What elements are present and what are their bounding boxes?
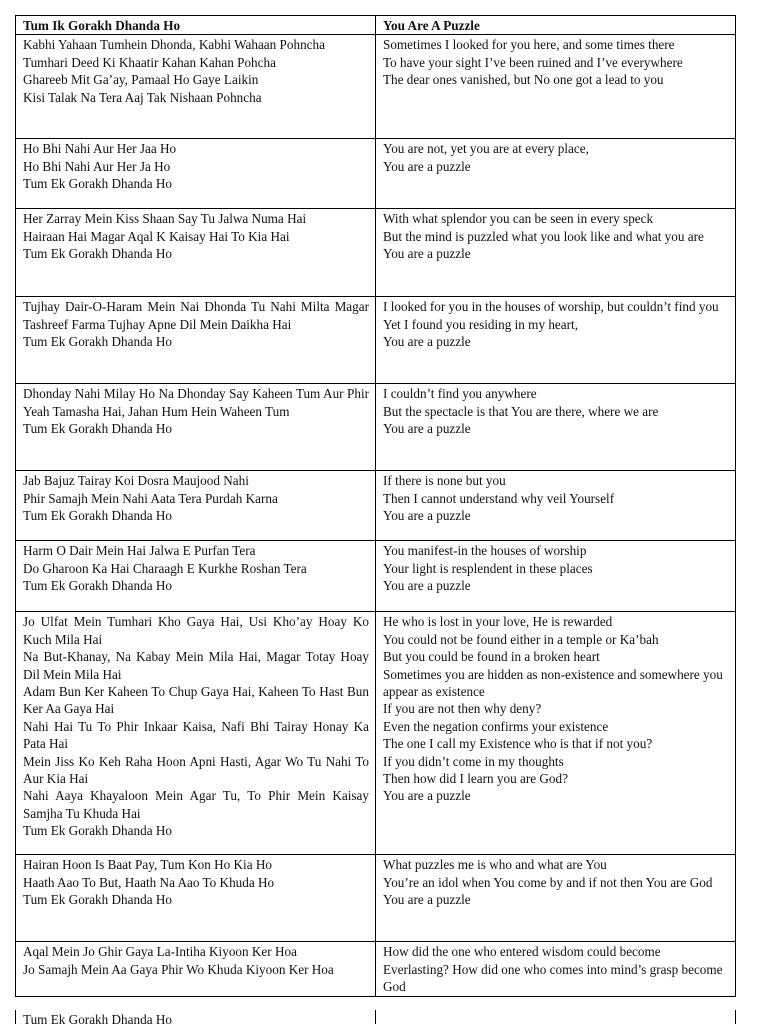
english-translation: Sometimes I looked for you here, and some times there To have your sight I’ve been ruined and I’ve everywhere The dear ones vanished, but No one got a lead to you xyxy=(376,35,736,139)
english-translation: You manifest-in the houses of worship Your light is resplendent in these places You are a puzzle xyxy=(376,541,736,612)
urdu-verse: Ho Bhi Nahi Aur Her Jaa Ho Ho Bhi Nahi Aur Her Ja Ho Tum Ek Gorakh Dhanda Ho xyxy=(16,139,376,209)
urdu-verse: Kabhi Yahaan Tumhein Dhonda, Kabhi Wahaan Pohncha Tumhari Deed Ki Khaatir Kahan Kahan Pohcha Ghareeb Mit Ga’ay, Pamaal Ho Gaye Laikin Kisi Talak Na Tera Aaj Tak Nishaan Pohncha xyxy=(16,35,376,139)
next-page-table-fragment xyxy=(15,1008,736,1027)
english-translation: If there is none but you Then I cannot understand why veil Yourself You are a puzzle xyxy=(376,471,736,541)
urdu-verse: Tujhay Dair-O-Haram Mein Nai Dhonda Tu Nahi Milta Magar Tashreef Farma Tujhay Apne Dil Mein Daikha Hai Tum Ek Gorakh Dhanda Ho xyxy=(16,297,376,384)
urdu-verse: Hairan Hoon Is Baat Pay, Tum Kon Ho Kia Ho Haath Aao To But, Haath Na Aao To Khuda Ho Tum Ek Gorakh Dhanda Ho xyxy=(16,855,376,942)
urdu-verse: Jo Ulfat Mein Tumhari Kho Gaya Hai, Usi Kho’ay Hoay Ko Kuch Mila Hai Na But-Khanay, Na Kabay Mein Mila Hai, Magar Totay Hoay Dil Mein Mila Hai Adam Bun Ker Kaheen To Chup Gaya Hai, Kaheen To Hast Bun Ker Aa Gaya Hai Nahi Hai Tu To Phir Inkaar Kaisa, Nafi Bhi Tairay Honay Ka Pata Hai Mein Jiss Ko Keh Raha Hoon Apni Hasti, Agar Wo Tu Nahi To Aur Kia Hai Nahi Aaya Khayaloon Mein Agar Tu, To Phir Mein Kaisay Samjha Tu Khuda Hai Tum Ek Gorakh Dhanda Ho xyxy=(16,612,376,855)
cell-border-middle xyxy=(375,1010,376,1024)
table-row xyxy=(16,297,736,384)
lyrics-table xyxy=(15,15,736,997)
english-translation: You are not, yet you are at every place, You are a puzzle xyxy=(376,139,736,209)
urdu-verse: Tum Ek Gorakh Dhanda Ho xyxy=(23,1012,172,1027)
table-header-row xyxy=(16,16,736,35)
urdu-verse: Her Zarray Mein Kiss Shaan Say Tu Jalwa Numa Hai Hairaan Hai Magar Aqal K Kaisay Hai To Kia Hai Tum Ek Gorakh Dhanda Ho xyxy=(16,209,376,297)
table-row xyxy=(16,35,736,139)
english-translation: How did the one who entered wisdom could become Everlasting? How did one who comes into mind’s grasp become God xyxy=(376,942,736,996)
table-row xyxy=(16,139,736,209)
english-translation: I couldn’t find you anywhere But the spectacle is that You are there, where we are You are a puzzle xyxy=(376,384,736,471)
table-row xyxy=(16,942,736,996)
english-translation: I looked for you in the houses of worship, but couldn’t find you Yet I found you residing in my heart, You are a puzzle xyxy=(376,297,736,384)
urdu-verse: Aqal Mein Jo Ghir Gaya La-Intiha Kiyoon Ker Hoa Jo Samajh Mein Aa Gaya Phir Wo Khuda Kiyoon Ker Hoa xyxy=(16,942,376,996)
cell-border-left xyxy=(15,1010,16,1024)
table-row xyxy=(16,209,736,297)
table-row xyxy=(16,471,736,541)
table-row xyxy=(16,384,736,471)
table-row xyxy=(16,612,736,855)
table-row xyxy=(16,855,736,942)
english-translation: He who is lost in your love, He is rewarded You could not be found either in a temple or Ka’bah But you could be found in a broken heart Sometimes you are hidden as non-existence and somewhere you appear as existence If you are not then why deny? Even the negation confirms your existence The one I call my Existence who is that if not you? If you didn’t come in my thoughts Then how did I learn you are God? You are a puzzle xyxy=(376,612,736,855)
urdu-verse: Harm O Dair Mein Hai Jalwa E Purfan Tera Do Gharoon Ka Hai Charaagh E Kurkhe Roshan Tera Tum Ek Gorakh Dhanda Ho xyxy=(16,541,376,612)
cell-border-right xyxy=(735,1010,736,1024)
english-translation: With what splendor you can be seen in every speck But the mind is puzzled what you look like and what you are You are a puzzle xyxy=(376,209,736,297)
english-translation: What puzzles me is who and what are You You’re an idol when You come by and if not then You are God You are a puzzle xyxy=(376,855,736,942)
header-right: You Are A Puzzle xyxy=(376,16,736,35)
header-left: Tum Ik Gorakh Dhanda Ho xyxy=(16,16,376,35)
table-row xyxy=(16,541,736,612)
urdu-verse: Dhonday Nahi Milay Ho Na Dhonday Say Kaheen Tum Aur Phir Yeah Tamasha Hai, Jahan Hum Hein Waheen Tum Tum Ek Gorakh Dhanda Ho xyxy=(16,384,376,471)
urdu-verse: Jab Bajuz Tairay Koi Dosra Maujood Nahi Phir Samajh Mein Nahi Aata Tera Purdah Karna Tum Ek Gorakh Dhanda Ho xyxy=(16,471,376,541)
